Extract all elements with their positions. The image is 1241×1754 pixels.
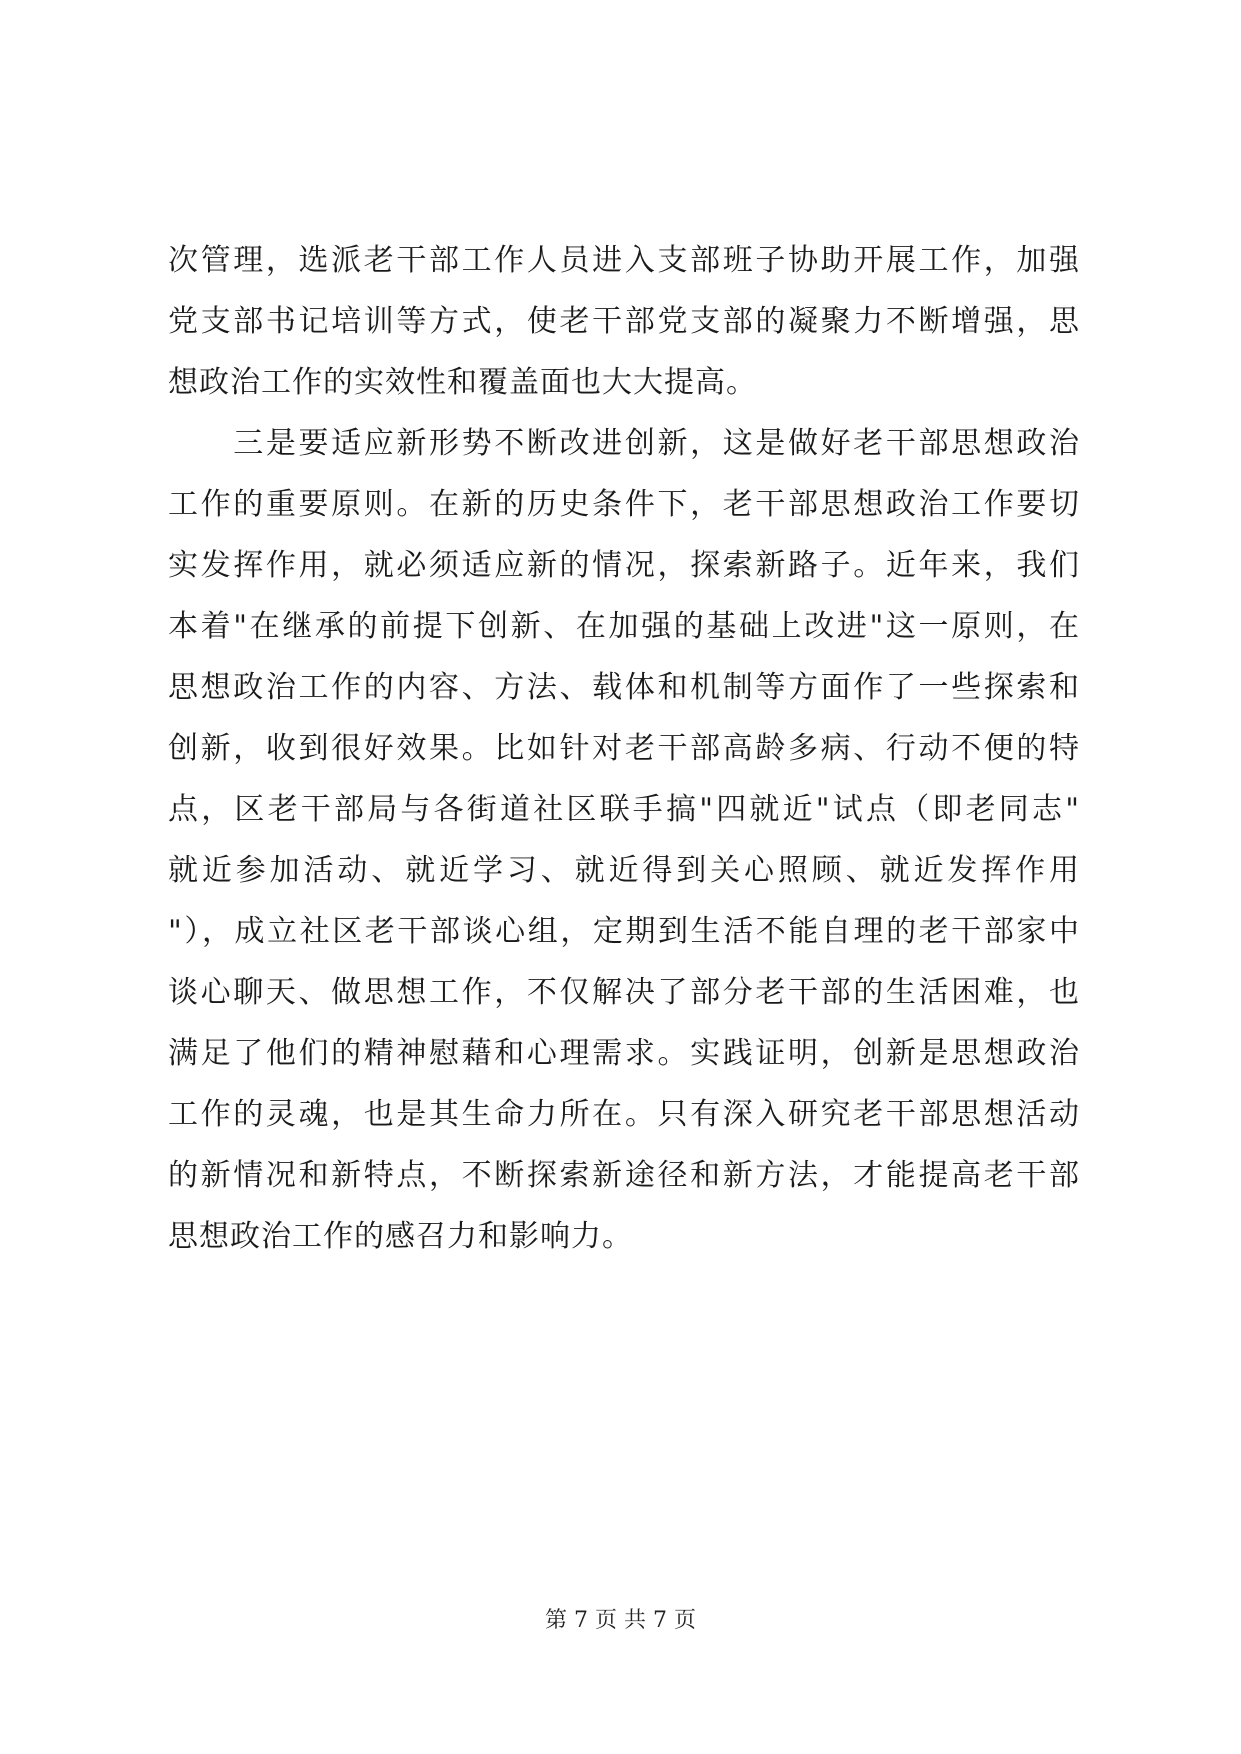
text-line-10: 点，区老干部局与各街道社区联手搞"四就近"试点（即老同志" (168, 792, 1080, 827)
text-line-13: 谈心聊天、做思想工作，不仅解决了部分老干部的生活困难，也 (168, 975, 1080, 1010)
text-line-11: 就近参加活动、就近学习、就近得到关心照顾、就近发挥作用 (168, 853, 1080, 888)
text-line-16: 的新情况和新特点，不断探索新途径和新方法，才能提高老干部 (168, 1158, 1080, 1193)
page-number-footer: 第 7 页 共 7 页 (545, 1608, 696, 1633)
text-line-9: 创新，收到很好效果。比如针对老干部高龄多病、行动不便的特 (168, 731, 1080, 766)
text-line-8: 思想政治工作的内容、方法、载体和机制等方面作了一些探索和 (168, 670, 1080, 705)
text-line-15: 工作的灵魂，也是其生命力所在。只有深入研究老干部思想活动 (168, 1097, 1080, 1132)
text-line-12: "），成立社区老干部谈心组，定期到生活不能自理的老干部家中 (168, 914, 1080, 949)
text-line-4: 三是要适应新形势不断改进创新，这是做好老干部思想政治 (168, 426, 1080, 461)
text-line-17: 思想政治工作的感召力和影响力。 (168, 1219, 633, 1254)
body-text (168, 230, 1080, 1267)
text-line-5: 工作的重要原则。在新的历史条件下，老干部思想政治工作要切 (168, 487, 1080, 522)
text-line-1: 次管理，选派老干部工作人员进入支部班子协助开展工作，加强 (168, 243, 1080, 278)
text-line-14: 满足了他们的精神慰藉和心理需求。实践证明，创新是思想政治 (168, 1036, 1080, 1071)
text-line-7: 本着"在继承的前提下创新、在加强的基础上改进"这一原则，在 (168, 609, 1080, 644)
text-line-2: 党支部书记培训等方式，使老干部党支部的凝聚力不断增强，思 (168, 304, 1080, 339)
text-line-3: 想政治工作的实效性和覆盖面也大大提高。 (168, 365, 757, 400)
text-line-6: 实发挥作用，就必须适应新的情况，探索新路子。近年来，我们 (168, 548, 1080, 583)
